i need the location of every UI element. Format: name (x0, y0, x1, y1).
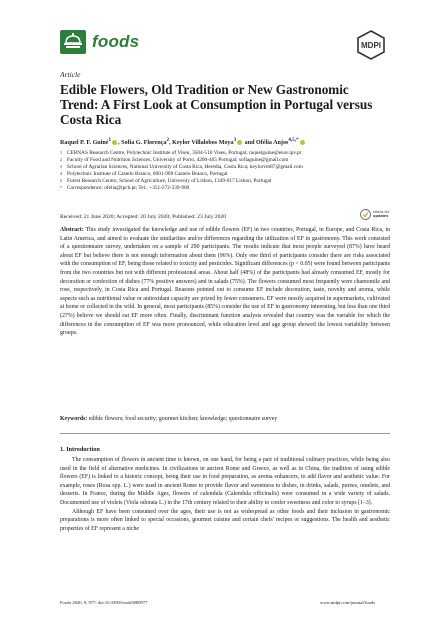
affiliation-number: 1 (60, 150, 62, 155)
affiliation-text: CERNAS Research Centre, Polytechnic Institute of Viseu, 3504-510 Viseu, Portugal; raquelguine@esav.ipv.pt (67, 150, 302, 156)
author-affil-sup: 3 (233, 137, 237, 143)
affiliation-number: * (60, 185, 62, 190)
mdpi-logo-icon[interactable] (356, 30, 386, 60)
affiliation-text: Faculty of Food and Nutrition Sciences, University of Porto, 4200-465 Portugal; sofiaguine@gmail.com (67, 157, 289, 163)
author-name: Raquel P. F. Guiné (60, 140, 109, 147)
check-updates-icon (360, 209, 371, 220)
author-name: Ofélia Anjos (256, 140, 289, 147)
orcid-icon[interactable] (112, 140, 117, 145)
article-type: Article (60, 70, 81, 79)
affiliation-item (60, 157, 400, 164)
affiliation-number: 4 (60, 171, 62, 176)
author-separator: , (118, 140, 122, 147)
publisher-name: MDPI (361, 41, 381, 50)
intro-paragraph: Although EF have been consumed over the ages, their use is not as widespread as other foods and their inclusion in gastronomic preparations is more often linked to special occasions, gourmet cuisine and certain chefs' recipes or suggestions. The health and aesthetic properties of EF represent a niche (60, 508, 390, 532)
check-for-updates-button[interactable] (360, 207, 390, 221)
article-title: Edible Flowers, Old Tradition or New Gastronomic Trend: A First Look at Consumption in Portugal versus Costa Rica (60, 82, 373, 127)
foods-logo-icon (60, 30, 86, 54)
affiliation-text: Forest Research Centre, School of Agriculture, University of Lisbon, 1349-017 Lisbon, Portugal (67, 178, 272, 184)
affiliation-item (60, 178, 400, 185)
author-affil-sup: 1 (108, 137, 112, 143)
abstract-label: Abstract: (60, 227, 84, 233)
affiliation-number: 2 (60, 157, 62, 162)
orcid-icon[interactable] (237, 140, 242, 145)
correspondence-text: Correspondence: ofelia@ipcb.pt; Tel.: +351-272-339-900 (67, 185, 190, 191)
check-updates-label (373, 210, 389, 219)
section-heading: 1. Introduction (60, 446, 100, 453)
author-name: Sofia G. Florença (121, 140, 167, 147)
author-affil-sup: 2 (166, 137, 170, 143)
correspondence-item (60, 185, 400, 192)
affiliation-item (60, 171, 400, 178)
journal-name: foods (92, 32, 140, 51)
affiliation-list (60, 150, 400, 192)
intro-paragraph: The consumption of flowers in ancient time is known, on one hand, for being a part of traditional culinary practices, while being also used in the field of alternative medicines. In civilizations in ancient Rome and Greece, as well as in China, the tradition of using edible flowers (EF) is linked to a historic concept, being their use in food preparation, as aroma enhancers, to add flavor and aesthetic value. For example, roses (Rosa spp. L.) were used in ancient Rome to provide flavor and sweetness to dishes, in drinks, salads, purees, omelets, and desserts. In France, during the Middle Ages, flowers of calendula (Calendula officinalis) were consumed in a wide variety of salads. Documented use of violets (Viola odorata L.) in the 17th century related to their ability to confer sweetness and color to syrups [1–3]. (60, 457, 390, 506)
author-name: Keylor Villalobos Moya (172, 140, 234, 147)
author-list (60, 136, 400, 147)
author-conjunction: and (243, 140, 257, 147)
author-separator: , (169, 140, 173, 147)
affiliation-text: School of Agrarian Sciences, National University of Costa Rica, Heredia, Costa Rica; keylorvm87@gmail.com (67, 164, 303, 170)
publication-dates: Received: 21 June 2020; Accepted: 20 July 2020; Published: 23 July 2020 (60, 214, 227, 220)
check-updates-line1: check for (373, 208, 390, 214)
section-divider (60, 433, 390, 434)
journal-logo[interactable] (60, 30, 139, 54)
keywords (60, 415, 390, 424)
affiliation-text: Polytechnic Institute of Castelo Branco, 6001-909 Castelo Branco, Portugal (67, 171, 228, 177)
author-affil-sup: 4,5,* (288, 137, 299, 143)
footer-citation: Foods 2020, 9, 977; doi:10.3390/foods9080977 (60, 600, 148, 605)
abstract (60, 226, 390, 338)
affiliation-number: 3 (60, 164, 62, 169)
footer-url[interactable]: www.mdpi.com/journal/foods (320, 600, 376, 605)
keywords-text: edible flowers; food security; gourmet kitchen; knowledge; questionnaire survey (88, 416, 278, 422)
check-updates-line2: updates (373, 213, 389, 218)
affiliation-item (60, 164, 400, 171)
affiliation-item (60, 150, 400, 157)
orcid-icon[interactable] (300, 140, 305, 145)
affiliation-number: 5 (60, 178, 62, 183)
abstract-text: This study investigated the knowledge and use of edible flowers (EF) in two countries, Portugal, in Europe, and Costa Rica, in Latin America, and aimed to evaluate the similarities and/or differences regarding the utilization of EF in gastronomy. This work consisted of a questionnaire survey, undertaken on a sample of 290 participants. The results indicate that most people surveyed (87%) have heard about EF but believe there is not enough information about them (96%). Only one third of participants consider there are risks associated with the consumption of EF, being those related to toxicity and pesticides. Significant differences (p < 0.05) were found between participants from the two countries but not with different professional areas. About half (48%) of the participants had already consumed EF, mostly for decoration or confection of dishes (77% positive answers) and in salads (75%). The flowers consumed most frequently were chamomile and rose, respectively, in Costa Rica and Portugal. Reasons pointed out to consume EF include decoration, taste, novelty and aroma, while aspects such as nutritional value or antioxidant capacity are prized by fewer consumers. EF were mostly acquired in supermarkets, cultivated at home or collected in the wild. In general, most participants (85%) consider the use of EF in gastronomy interesting, but less than one third (27%) believe we should eat EF more often. Finally, discriminant function analysis revealed that country was the variable for which the differences in the consumption of EF was more pronounced, while education level and age group showed the lowest variability between groups. (60, 227, 390, 337)
introduction-body (60, 456, 390, 533)
keywords-label: Keywords: (60, 416, 88, 422)
